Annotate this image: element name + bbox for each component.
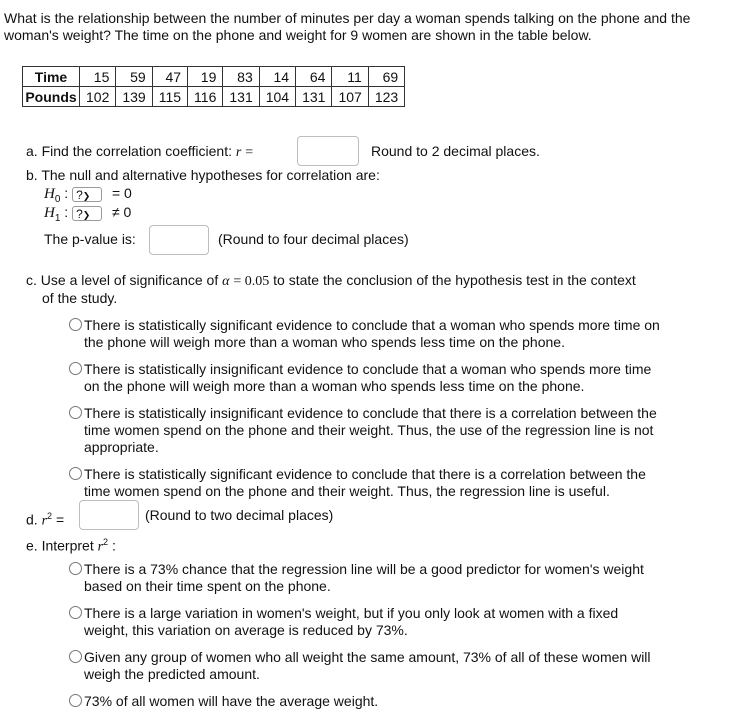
table-row-pounds <box>23 87 405 107</box>
table-cell: 131 <box>223 87 259 107</box>
option-line: time women spend on the phone and their weight. Thus, the use of the regression line is not <box>84 422 654 438</box>
r-symbol: r <box>235 145 242 160</box>
part-c-label-line1: c. Use a level of significance of <box>26 272 219 288</box>
pvalue-input[interactable] <box>149 225 209 255</box>
h0-relation: = 0 <box>111 185 132 201</box>
option-e-1[interactable] <box>84 561 644 595</box>
table-cell: 64 <box>296 67 332 87</box>
h0-select-value: ? <box>76 187 83 202</box>
part-c-label-line1-rest: to state the conclusion of the hypothesis test in the context <box>273 272 636 288</box>
table-row-time <box>23 67 405 87</box>
option-e-2[interactable] <box>84 605 618 639</box>
radio-e-3[interactable] <box>69 650 82 663</box>
equals-sign: = <box>245 145 254 160</box>
radio-c-3[interactable] <box>69 406 82 419</box>
table-cell: 11 <box>332 67 368 87</box>
h0-subscript: 0 <box>54 193 61 205</box>
option-c-2[interactable] <box>84 361 651 395</box>
h1-relation: ≠ 0 <box>111 204 132 220</box>
option-line: weight, this variation on average is reduced by 73%. <box>84 622 408 638</box>
radio-e-2[interactable] <box>69 606 82 619</box>
radio-c-2[interactable] <box>69 362 82 375</box>
option-line: based on their time spent on the phone. <box>84 578 331 594</box>
table-cell: 102 <box>80 87 116 107</box>
table-cell: 104 <box>259 87 295 107</box>
table-cell: 19 <box>188 67 223 87</box>
option-line: 73% of all women will have the average weight. <box>84 693 379 709</box>
option-c-4[interactable] <box>84 466 646 500</box>
row-label-time: Time <box>23 67 80 87</box>
colon: : <box>111 537 116 554</box>
alpha-symbol: α <box>222 274 230 289</box>
h1-select-value: ? <box>76 206 83 221</box>
table-cell: 69 <box>368 67 404 87</box>
chevron-down-icon: ❯ <box>82 209 91 220</box>
table-cell: 123 <box>368 87 404 107</box>
radio-c-1[interactable] <box>69 318 82 331</box>
radio-e-4[interactable] <box>69 694 82 707</box>
h0-select[interactable] <box>72 187 102 202</box>
question-intro: What is the relationship between the number of minutes per day a woman spends talking on the phone and the woman's weight? The time on the phone and weight for 9 women are shown in the table below. <box>4 10 691 43</box>
r-squared-symbol: r <box>97 539 104 555</box>
h1-subscript: 1 <box>54 212 61 224</box>
table-cell: 59 <box>116 67 152 87</box>
part-a-note: Round to 2 decimal places. <box>371 143 540 159</box>
h0-symbol: H <box>44 186 55 202</box>
table-cell: 14 <box>259 67 295 87</box>
table-cell: 83 <box>223 67 259 87</box>
r-squared-exponent: 2 <box>47 511 53 521</box>
table-cell: 47 <box>152 67 187 87</box>
option-line: the phone will weigh more than a woman who spends less time on the phone. <box>84 334 565 350</box>
part-c-label <box>26 272 726 307</box>
option-line: time women spend on the phone and their weight. Thus, the regression line is useful. <box>84 483 610 499</box>
row-label-pounds: Pounds <box>23 87 80 107</box>
option-line: There is a 73% chance that the regression line will be a good predictor for women's weight <box>84 561 644 577</box>
table-cell: 116 <box>188 87 223 107</box>
h1-row <box>44 203 131 228</box>
option-e-4[interactable] <box>84 693 378 710</box>
option-line: There is statistically significant evidence to conclude that a woman who spends more time on <box>84 317 660 333</box>
r-squared-input[interactable] <box>79 500 139 530</box>
option-c-3[interactable] <box>84 405 657 456</box>
part-a <box>26 142 253 162</box>
data-table <box>22 66 405 107</box>
option-c-1[interactable] <box>84 317 660 351</box>
option-line: weigh the predicted amount. <box>84 666 260 682</box>
part-d <box>26 507 64 531</box>
part-d-label: d. <box>26 511 38 528</box>
table-cell: 15 <box>80 67 116 87</box>
correlation-input[interactable] <box>297 136 359 166</box>
alpha-value: = 0.05 <box>233 274 270 289</box>
h1-symbol: H <box>44 205 55 221</box>
option-line: There is statistically insignificant evidence to conclude that there is a correlation between the <box>84 405 657 421</box>
table-cell: 107 <box>332 87 368 107</box>
table-cell: 131 <box>296 87 332 107</box>
option-line: appropriate. <box>84 439 159 455</box>
h0-colon: : <box>64 185 69 201</box>
pvalue-note: (Round to four decimal places) <box>218 231 409 247</box>
radio-c-4[interactable] <box>69 467 82 480</box>
part-e-label <box>26 533 116 557</box>
option-line: Given any group of women who all weight the same amount, 73% of all of these women will <box>84 649 651 665</box>
part-a-label: a. Find the correlation coefficient: <box>26 143 232 159</box>
h1-select[interactable] <box>72 206 102 221</box>
option-e-3[interactable] <box>84 649 651 683</box>
r-squared-exponent: 2 <box>103 537 109 547</box>
part-b-label: b. The null and alternative hypotheses for correlation are: <box>26 167 380 183</box>
chevron-down-icon: ❯ <box>82 190 91 201</box>
option-line: There is a large variation in women's weight, but if you only look at women with a fixed <box>84 605 619 621</box>
part-d-note: (Round to two decimal places) <box>145 507 334 523</box>
pvalue-label: The p-value is: <box>44 231 136 247</box>
option-line: There is statistically significant evidence to conclude that there is a correlation between the <box>84 466 646 482</box>
radio-e-1[interactable] <box>69 562 82 575</box>
r-squared-symbol: r <box>41 513 48 529</box>
table-cell: 139 <box>116 87 152 107</box>
part-c-label-line2: of the study. <box>42 290 118 306</box>
equals-sign: = <box>55 511 65 528</box>
table-cell: 115 <box>152 87 187 107</box>
option-line: There is statistically insignificant evidence to conclude that a woman who spends more time <box>84 361 652 377</box>
h1-colon: : <box>64 204 69 220</box>
option-line: on the phone will weigh more than a woman who spends less time on the phone. <box>84 378 585 394</box>
part-e-label-text: e. Interpret <box>26 537 94 554</box>
